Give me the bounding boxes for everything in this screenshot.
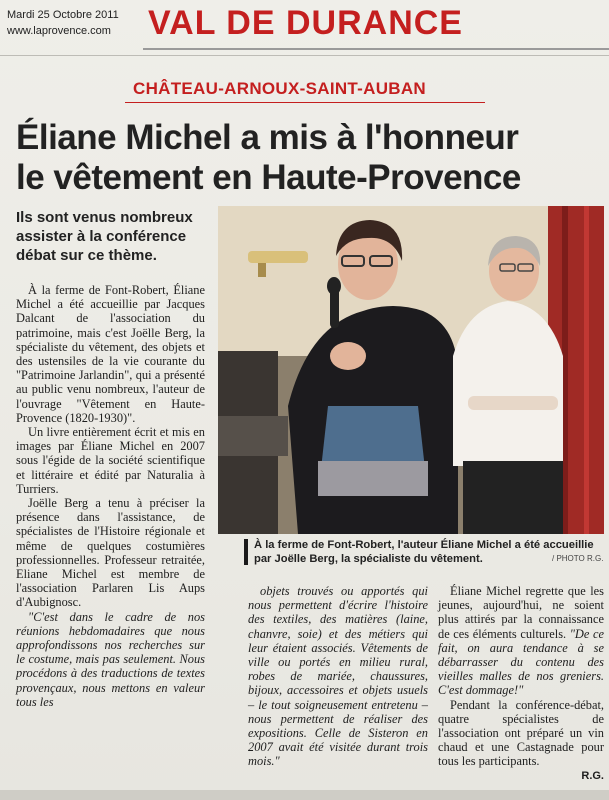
paragraph-quote: objets trouvés ou apportés qui nous permettent d'écrire l'histoire des textiles, des matières (laine, chanvre, soie) et des métiers qui leur étaient associés. Vêtements de ville ou portés en milieu rural, robes de mariée, chaussures, bijoux, accessoires et objets usuels – le tout soigneusement entretenu – nous permettent de réaliser des expositions. Celle de Sisteron en 2007 avait été visitée durant trois mois.": [248, 584, 428, 769]
photo-illustration: [218, 206, 604, 534]
photo-caption: À la ferme de Font-Robert, l'auteur Éliane Michel a été accueillie par Joëlle Berg, la spécialiste du vêtement.: [254, 539, 594, 565]
paragraph-quote: "De ce fait, on aura tendance à se débarrasser du contenu des vieilles malles de nos greniers. C'est dommage!": [438, 626, 604, 698]
paragraph-text: Éliane Michel regrette que les jeunes, aujourd'hui, ne soient plus attirés par la connaissance de ces éléments culturels.: [438, 584, 604, 641]
page-edge: [0, 790, 609, 800]
paragraph: Pendant la conférence-débat, quatre spécialistes de l'association ont préparé un vin chaud et une Castagnade pour tous les participants.: [438, 697, 604, 769]
author-signature: R.G.: [581, 769, 604, 782]
headline-line-2: le vêtement en Haute-Provence: [16, 158, 521, 197]
photo-credit: / PHOTO R.G.: [552, 554, 604, 563]
paragraph-quote: "C'est dans le cadre de nos réunions hebdomadaires que nous approfondissons nos recherches sur le costume, mais pas seulement. Nous procédons à des traductions de textes provençaux, nous mettons en valeur tous les: [16, 609, 205, 709]
issue-date: Mardi 25 Octobre 2011: [7, 9, 119, 21]
article-headline: [16, 118, 596, 198]
section-title: VAL DE DURANCE: [148, 4, 463, 42]
article-lead: Ils sont venus nombreux assister à la conférence débat sur ce thème.: [16, 209, 193, 264]
locality-underline: [125, 102, 485, 103]
paragraph: À la ferme de Font-Robert, Éliane Michel a été accueillie par Jacques Dalcant de l'association du patrimoine, mais c'est Joëlle Berg, la spécialiste du vêtement, des objets et des ustensiles de la vie courante du "Patrimoine Jarlandin", qui a présenté au public venu nombreux, l'auteur de l'ouvrage "Vêtement en Haute-Provence (1820-1930)".: [16, 283, 205, 425]
website-url[interactable]: www.laprovence.com: [7, 25, 111, 37]
locality-label: CHÂTEAU-ARNOUX-SAINT-AUBAN: [133, 79, 427, 98]
header-divider-lower: [0, 55, 609, 56]
article-column-1: [16, 283, 205, 709]
caption-marker: [244, 539, 248, 565]
article-column-3: [438, 584, 604, 783]
paragraph: [438, 584, 604, 698]
paragraph: Joëlle Berg a tenu à préciser la présence dans l'assistance, de spécialistes de l'Histoire régionale et même de quelques costumières professionnelles. Professeur retraitée, Eliane Michel est membre de l'association Parlaren Lis Aups d'Aubignosc.: [16, 496, 205, 610]
article-photo: [218, 206, 604, 534]
article-column-2: [248, 584, 428, 769]
paragraph: Un livre entièrement écrit et mis en images par Éliane Michel en 2007 sous l'égide de la société scientifique et littéraire et édité par Naturalia à Turriers.: [16, 425, 205, 496]
headline-line-1: Éliane Michel a mis à l'honneur: [16, 118, 519, 157]
header-divider: [143, 48, 609, 50]
